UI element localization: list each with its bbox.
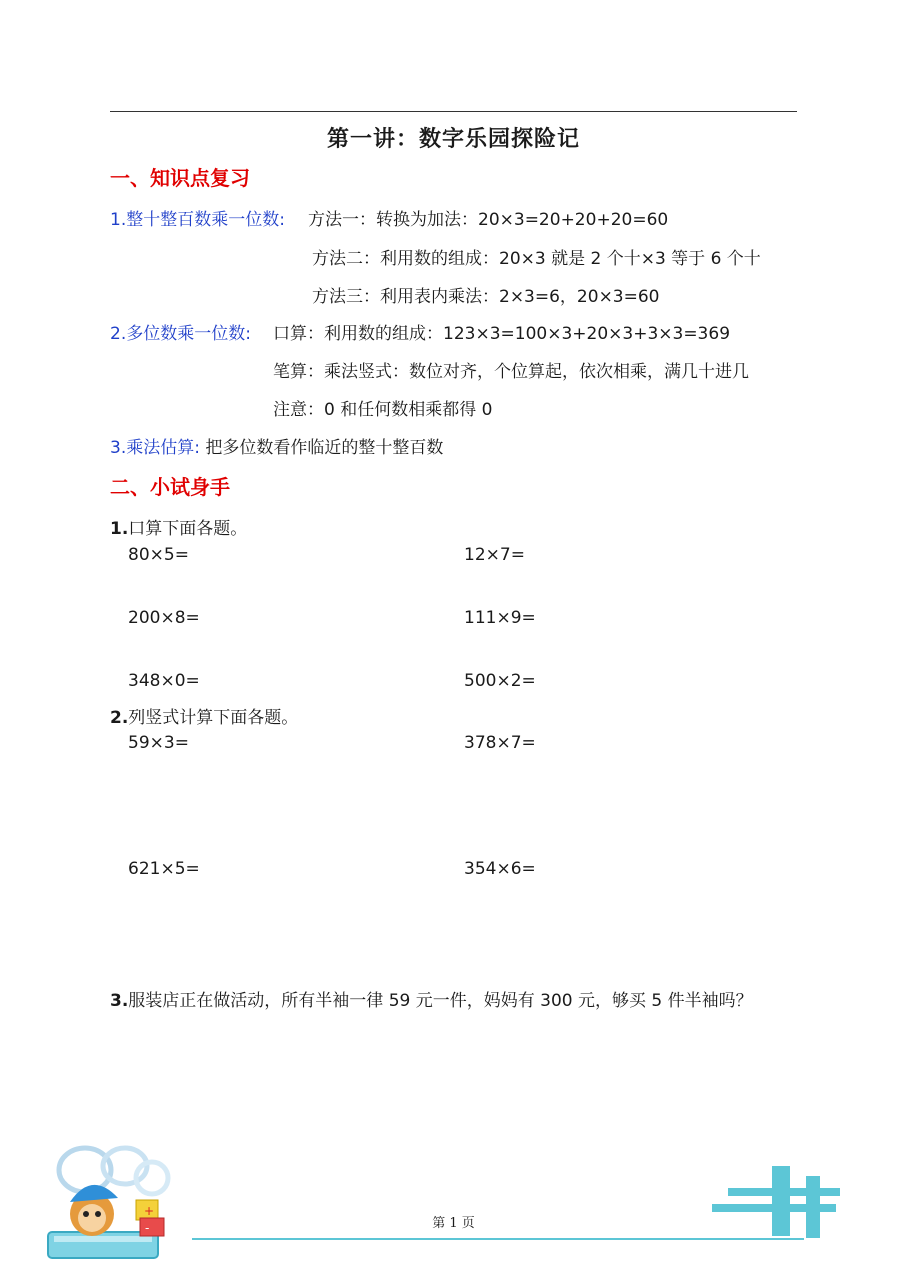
- svg-text:+: +: [144, 1204, 155, 1218]
- item-2-label: 2.多位数乘一位数: [110, 324, 246, 344]
- item-3-text: 把多位数看作临近的整十整百数: [205, 438, 444, 458]
- item-2-line-1: 口算：利用数的组成：123×3=100×3+20×3+3×3=369: [273, 324, 731, 344]
- item-2-colon: :: [245, 324, 251, 344]
- item-3-colon: :: [194, 438, 200, 458]
- top-rule: [110, 111, 797, 112]
- section-heading-practice: 二、小试身手: [110, 475, 230, 499]
- svg-text:-: -: [145, 1221, 150, 1235]
- problem-1-5: 348×0=: [128, 671, 200, 691]
- method-2: 方法二：利用数的组成：20×3 就是 2 个十×3 等于 6 个十: [312, 249, 761, 269]
- item-1-colon: :: [279, 210, 285, 230]
- question-2-number: 2.: [110, 708, 129, 728]
- item-2: [110, 319, 251, 344]
- page-title: 第一讲：数字乐园探险记: [326, 127, 580, 152]
- brand-grid-mark: [712, 1166, 842, 1250]
- problem-1-3: 200×8=: [128, 608, 200, 628]
- item-3: [110, 433, 443, 458]
- item-2-line-3: 注意：0 和任何数相乘都得 0: [273, 400, 493, 420]
- item-3-label: 3.乘法估算: [110, 438, 195, 458]
- problem-2-1: 59×3=: [128, 733, 189, 753]
- problem-2-4: 354×6=: [464, 859, 536, 879]
- question-3-number: 3.: [110, 991, 129, 1011]
- question-3: [110, 986, 753, 1011]
- question-1-text: 口算下面各题。: [128, 519, 248, 539]
- problem-2-3: 621×5=: [128, 859, 200, 879]
- problem-1-6: 500×2=: [464, 671, 536, 691]
- question-3-text: 服装店正在做活动，所有半袖一律 59 元一件，妈妈有 300 元，够买 5 件半袖吗？: [128, 991, 753, 1011]
- problem-1-2: 12×7=: [464, 545, 525, 565]
- question-1: [110, 514, 247, 539]
- problem-1-4: 111×9=: [464, 608, 536, 628]
- mascot-illustration: [40, 1140, 180, 1269]
- question-2-text: 列竖式计算下面各题。: [128, 708, 299, 728]
- method-3: 方法三：利用表内乘法：2×3=6，20×3=60: [312, 287, 660, 307]
- item-1-label: 1.整十整百数乘一位数: [110, 210, 280, 230]
- item-2-line-2: 笔算：乘法竖式：数位对齐，个位算起，依次相乘，满几十进几: [273, 362, 749, 382]
- question-1-number: 1.: [110, 519, 129, 539]
- problem-2-2: 378×7=: [464, 733, 536, 753]
- problem-1-1: 80×5=: [128, 545, 189, 565]
- question-2: [110, 703, 298, 728]
- section-heading-review: 一、知识点复习: [110, 166, 250, 190]
- item-1: [110, 205, 285, 230]
- page-number: 第 1 页: [432, 1216, 475, 1231]
- method-1: 方法一：转换为加法：20×3=20+20+20=60: [308, 210, 669, 230]
